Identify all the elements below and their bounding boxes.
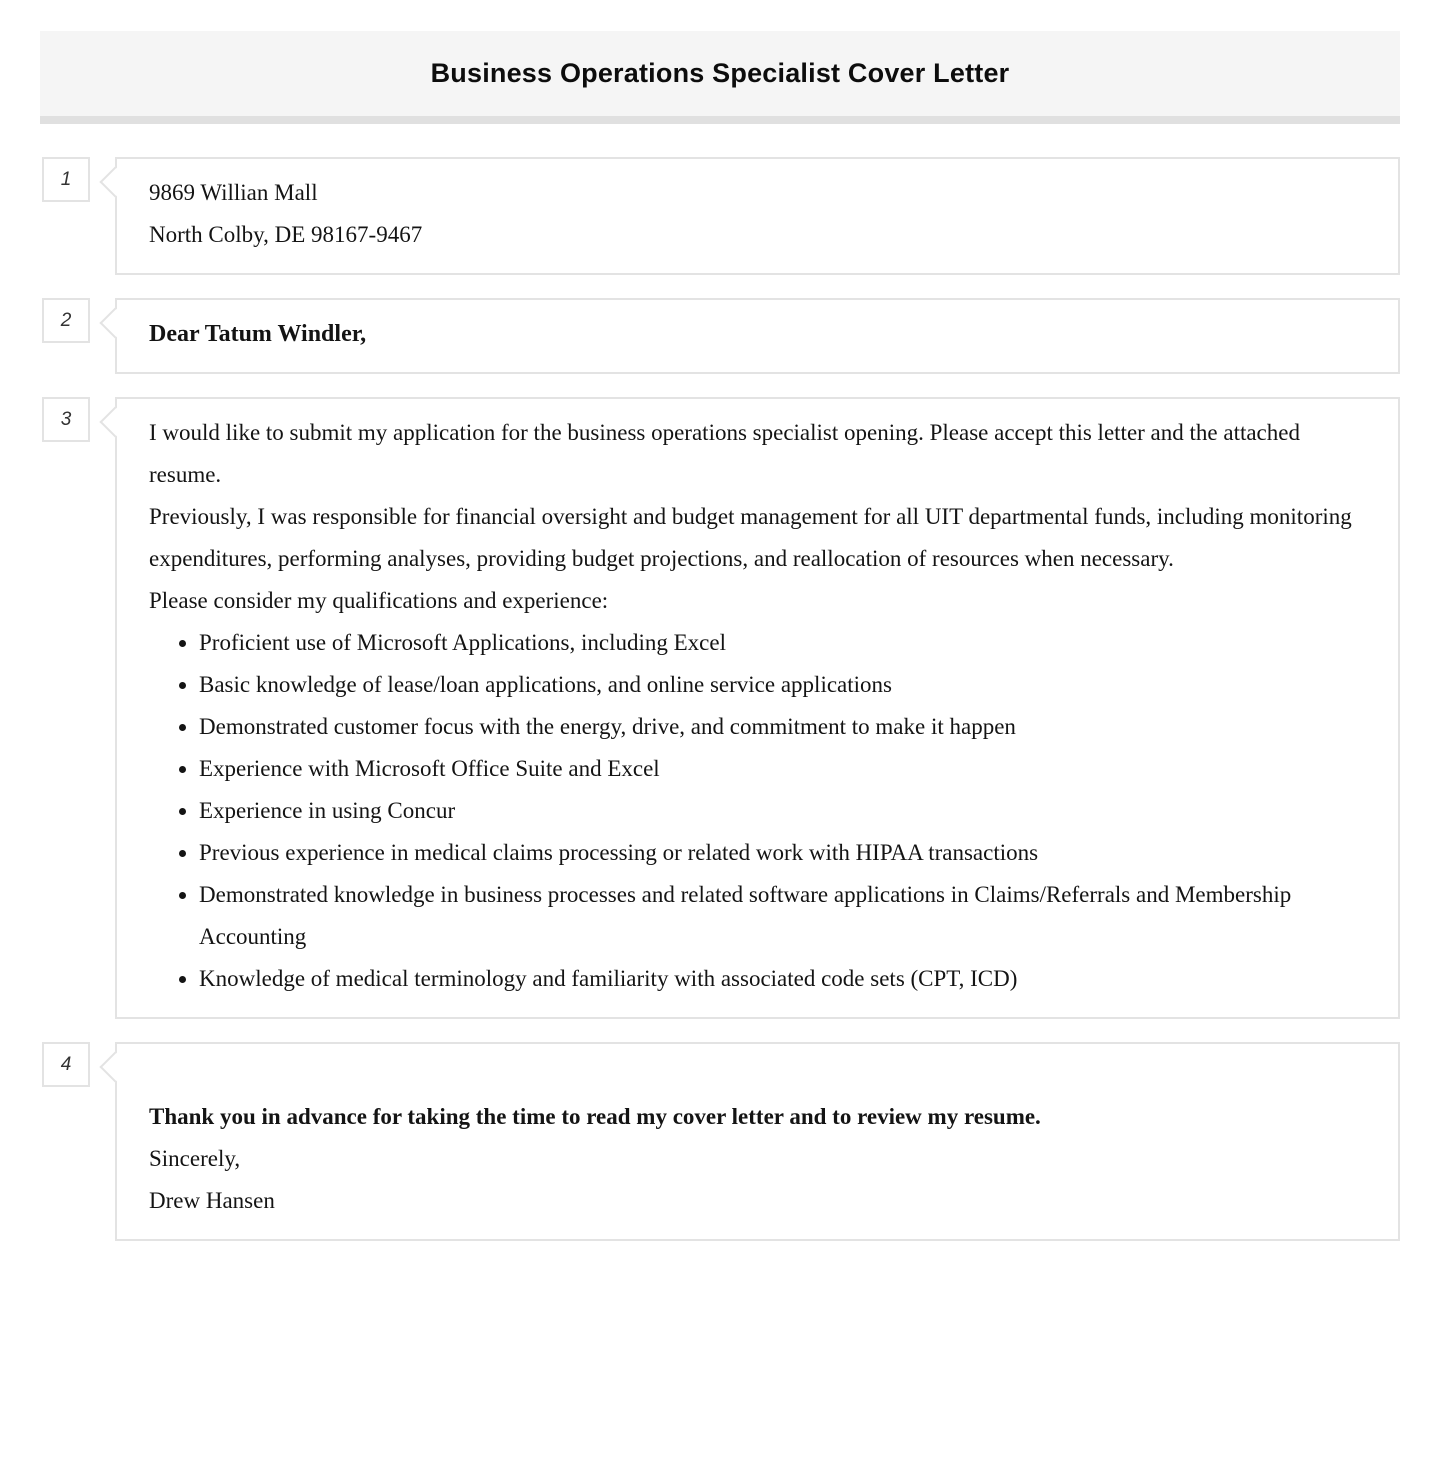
signoff-text: Sincerely, [149, 1146, 241, 1171]
address-line-2: North Colby, DE 98167-9467 [149, 222, 423, 247]
address-line-1: 9869 Willian Mall [149, 180, 318, 205]
section-number-badge-4: 4 [42, 1042, 90, 1087]
notch-arrow-icon [99, 406, 130, 437]
list-item: • Experience in using Concur [199, 790, 1366, 832]
salutation-text: Dear Tatum Windler, [149, 321, 367, 347]
list-item: • Demonstrated customer focus with the energy, drive, and commitment to make it happen [199, 706, 1366, 748]
signature-name: Drew Hansen [149, 1188, 275, 1213]
body-paragraph-1: I would like to submit my application for the business operations specialist opening. Please accept this letter and the attached resume. [149, 420, 1300, 487]
section-number-badge-1: 1 [42, 157, 90, 202]
body-content-box [115, 397, 1400, 1019]
list-item: • Experience with Microsoft Office Suite and Excel [199, 748, 1366, 790]
notch-arrow-icon [99, 166, 130, 197]
body-paragraph-3: Please consider my qualifications and experience: [149, 588, 609, 613]
page-header [40, 31, 1400, 116]
salutation-content-box [115, 298, 1400, 374]
list-item: • Proficient use of Microsoft Applications, including Excel [199, 622, 1366, 664]
notch-arrow-icon [99, 307, 130, 338]
section-body [42, 397, 1400, 1019]
section-number-badge-3: 3 [42, 397, 90, 442]
address-content-box [115, 157, 1400, 275]
page [0, 31, 1440, 1241]
list-item: • Demonstrated knowledge in business processes and related software applications in Claims/Referrals and Membership Accounting [199, 874, 1366, 958]
list-item: • Knowledge of medical terminology and familiarity with associated code sets (CPT, ICD) [199, 958, 1366, 1000]
page-title: Business Operations Specialist Cover Letter [430, 58, 1010, 88]
list-item: • Previous experience in medical claims processing or related work with HIPAA transactions [199, 832, 1366, 874]
section-address [42, 157, 1400, 275]
section-number-badge-2: 2 [42, 298, 90, 343]
notch-arrow-icon [99, 1051, 130, 1082]
section-closing [42, 1042, 1400, 1241]
list-item: • Basic knowledge of lease/loan applications, and online service applications [199, 664, 1366, 706]
section-salutation [42, 298, 1400, 374]
body-paragraph-2: Previously, I was responsible for financial oversight and budget management for all UIT departmental funds, including monitoring expenditures, performing analyses, providing budget projections, and reallocation of resources when necessary. [149, 504, 1352, 571]
closing-thanks-text: Thank you in advance for taking the time to read my cover letter and to review my resume. [149, 1104, 1041, 1129]
qualifications-list [149, 622, 1366, 1000]
header-shadow [40, 116, 1400, 124]
closing-content-box [115, 1042, 1400, 1241]
